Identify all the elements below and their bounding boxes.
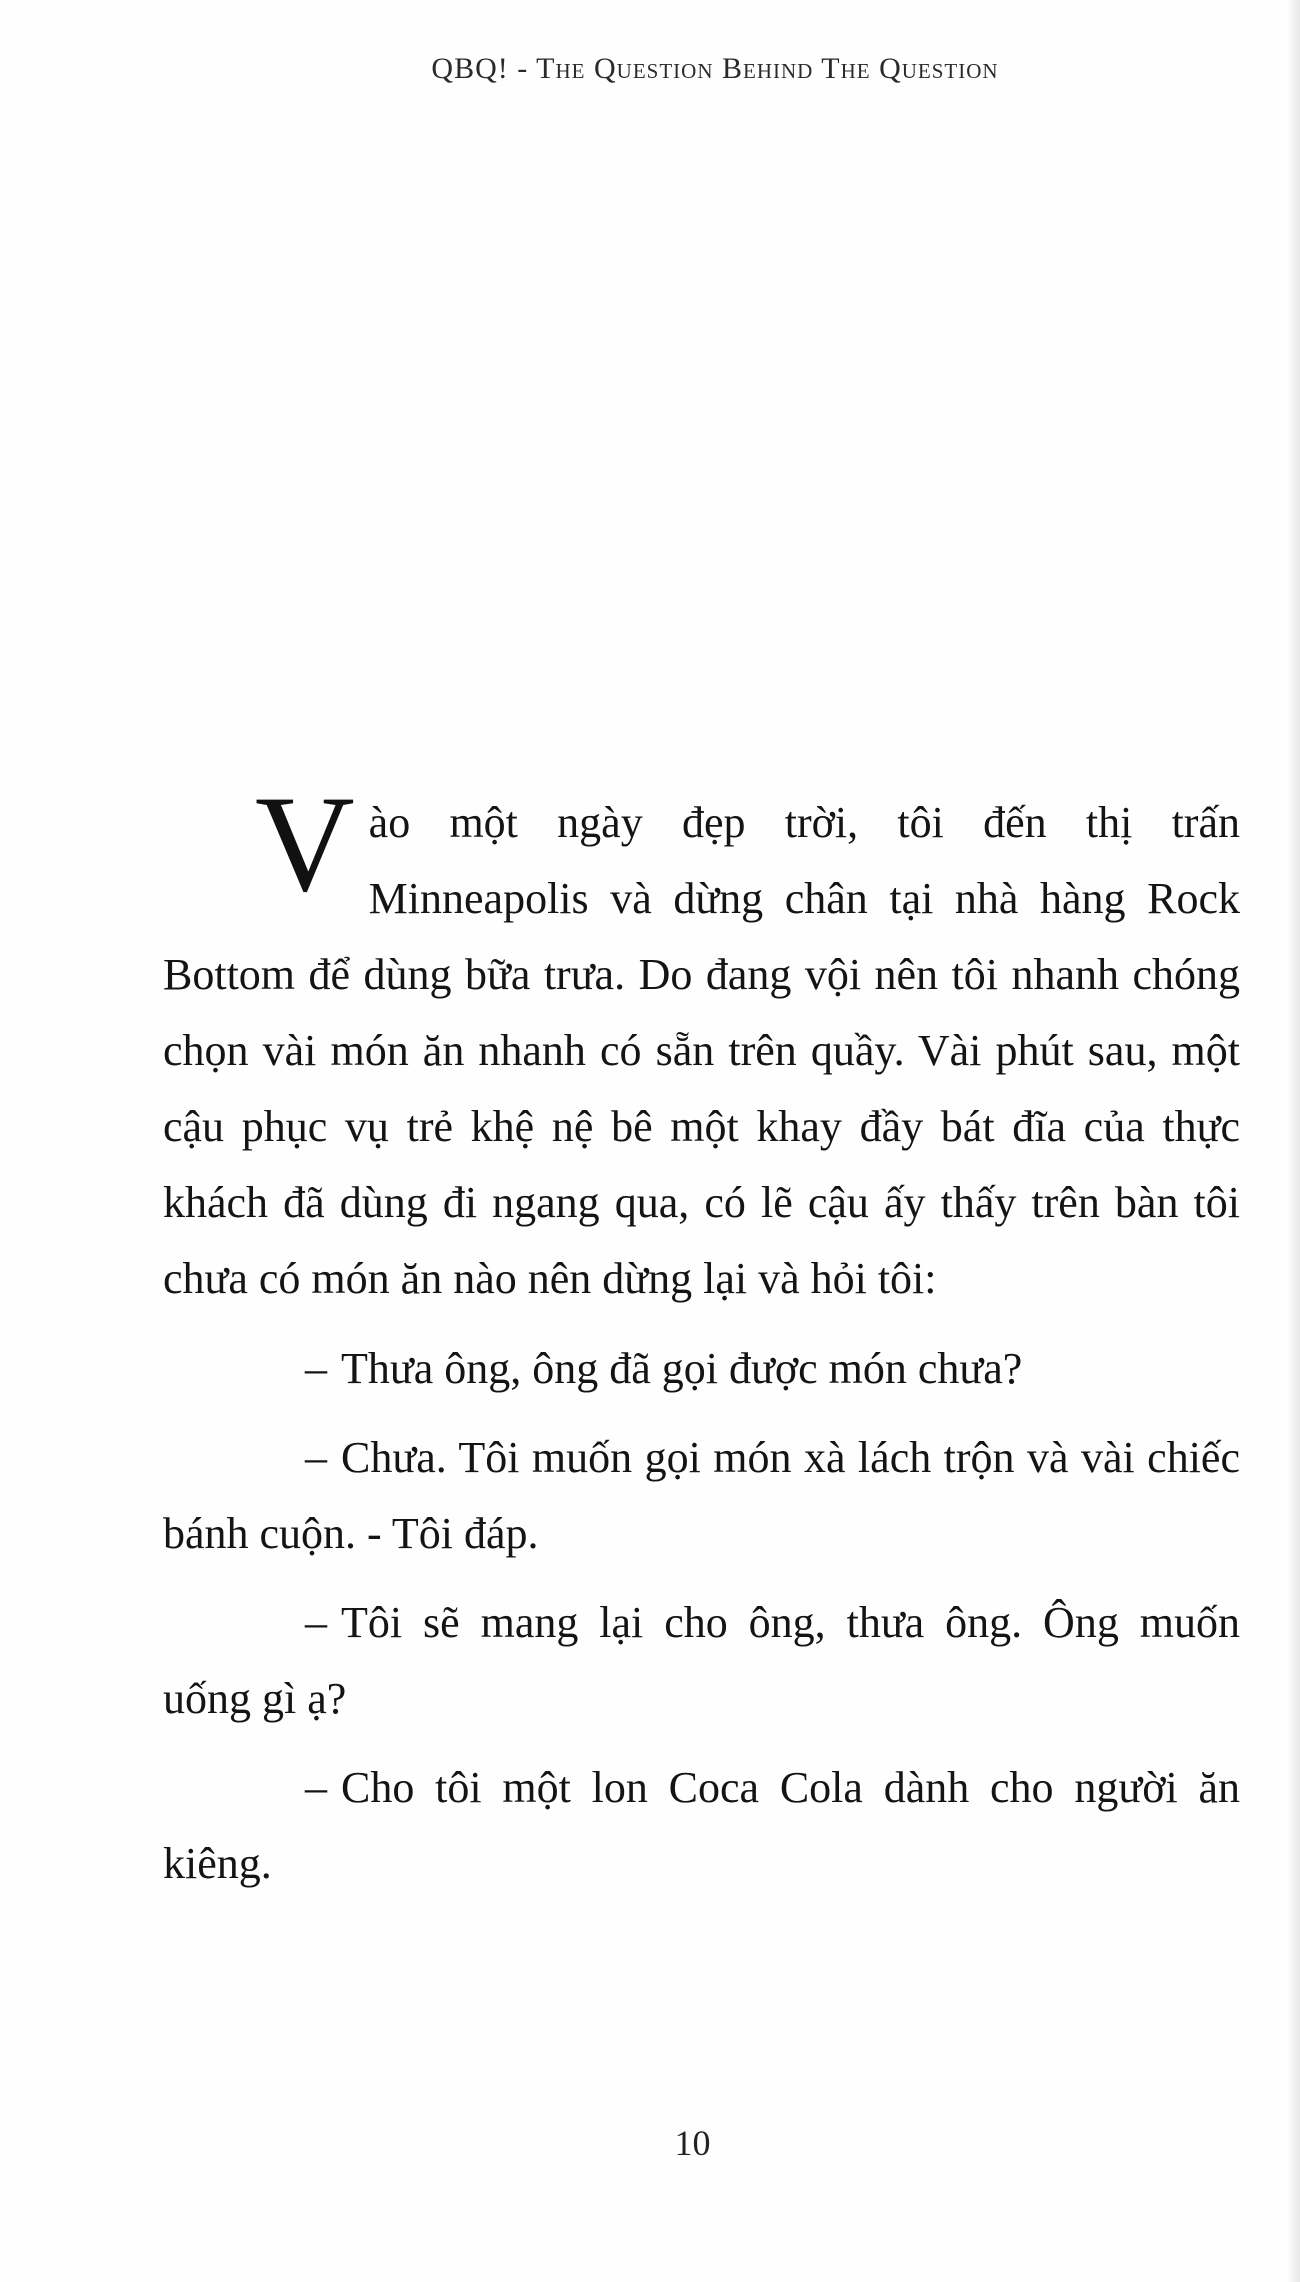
opening-paragraph: [163, 767, 1240, 1317]
dialog-text: Cho tôi một lon Coca Cola dành cho người ăn kiêng.: [163, 1763, 1240, 1888]
page-edge-shadow: [1286, 0, 1300, 2282]
opening-paragraph-text: ào một ngày đẹp trời, tôi đến thị trấn Minneapolis và dừng chân tại nhà hàng Rock Bottom để dùng bữa trưa. Do đang vội nên tôi nhanh chóng chọn vài món ăn nhanh có sẵn trên quầy. Vài phút sau, một cậu phục vụ trẻ khệ nệ bê một khay đầy bát đĩa của thực khách đã dùng đi ngang qua, có lẽ cậu ấy thấy trên bàn tôi chưa có món ăn nào nên dừng lại và hỏi tôi:: [163, 798, 1240, 1303]
dialog-dash: –: [305, 1598, 327, 1647]
dialog-dash: –: [305, 1344, 327, 1393]
page-number: 10: [674, 2123, 711, 2163]
dialog-line: [163, 1331, 1240, 1407]
running-header: QBQ! - The Question Behind The Question: [431, 52, 999, 85]
dialog-text: Chưa. Tôi muốn gọi món xà lách trộn và vài chiếc bánh cuộn. - Tôi đáp.: [163, 1433, 1240, 1558]
dialog-line: [163, 1585, 1240, 1737]
dialog-line: [163, 1750, 1240, 1902]
dialog-dash: –: [305, 1433, 327, 1482]
dialog-dash: –: [305, 1763, 327, 1812]
dialog-line: [163, 1420, 1240, 1572]
dialog-text: Thưa ông, ông đã gọi được món chưa?: [341, 1344, 1023, 1393]
dialog-text: Tôi sẽ mang lại cho ông, thưa ông. Ông muốn uống gì ạ?: [163, 1598, 1240, 1723]
body-text: [163, 767, 1240, 1915]
drop-cap: V: [255, 767, 355, 920]
